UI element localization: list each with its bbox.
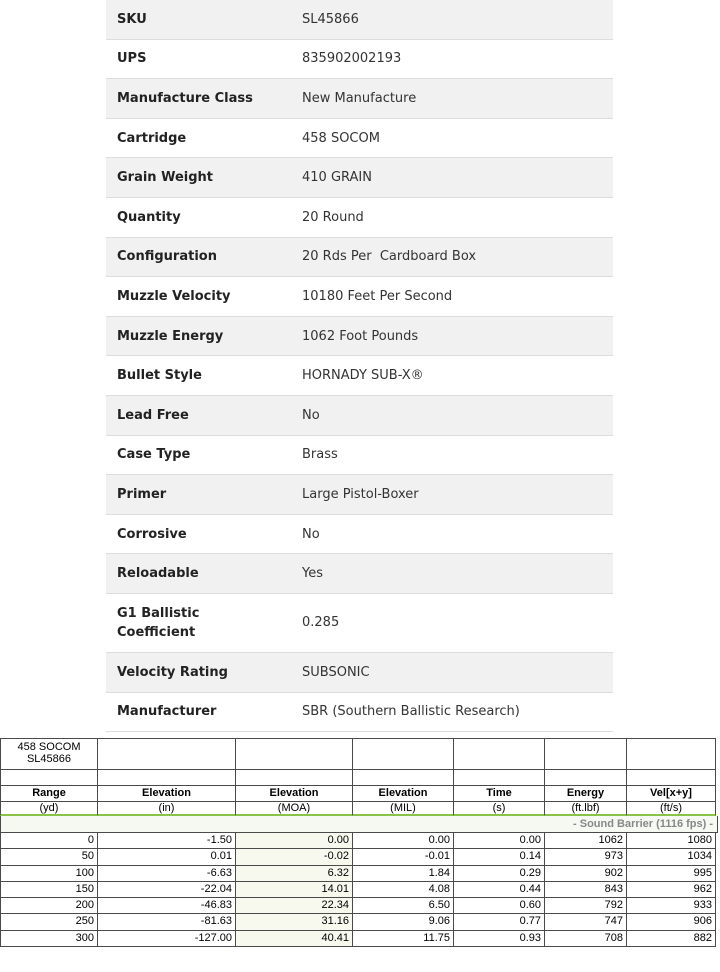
cell-elevation-mil: 4.08: [353, 882, 454, 898]
cell-range: 200: [0, 898, 98, 914]
cell-energy: 708: [545, 931, 627, 947]
unit-elevation-in: (in): [98, 802, 236, 816]
cell-elevation-in: -127.00: [98, 931, 236, 947]
cell-time: 0.93: [454, 931, 545, 947]
ballistics-units-row: [0, 802, 718, 816]
spec-key: Reloadable: [117, 566, 199, 582]
empty-cell: [353, 738, 454, 770]
empty-cell: [0, 770, 98, 786]
spec-row-g1-ballistic-coefficient: [106, 594, 613, 653]
cell-time: 0.77: [454, 914, 545, 930]
unit-energy: (ft.lbf): [545, 802, 627, 816]
spec-row-manufacture-class: [106, 79, 613, 119]
cell-range: 250: [0, 914, 98, 930]
spec-table: [106, 0, 613, 732]
spec-key: Case Type: [117, 447, 191, 463]
cell-velocity: 995: [627, 866, 716, 882]
table-row: [0, 833, 718, 849]
cell-elevation-moa: 0.00: [236, 833, 353, 849]
spec-value: 835902002193: [302, 51, 402, 67]
header-elevation-in: Elevation: [98, 786, 236, 802]
ballistics-title-sku: SL45866: [26, 753, 72, 765]
table-row: [0, 898, 718, 914]
table-row: [0, 914, 718, 930]
spec-key: Quantity: [117, 209, 181, 225]
empty-cell: [545, 738, 627, 770]
spec-key: G1 Ballistic Coefficient: [117, 605, 200, 640]
spec-row-muzzle-velocity: [106, 277, 613, 317]
cell-range: 100: [0, 866, 98, 882]
spec-value: New Manufacture: [302, 90, 417, 106]
cell-velocity: 1034: [627, 849, 716, 865]
cell-elevation-moa: -0.02: [236, 849, 353, 865]
spec-row-velocity-rating: [106, 653, 613, 693]
spec-value: Brass: [302, 447, 338, 463]
spec-key: Primer: [117, 486, 167, 502]
spec-value: No: [302, 407, 320, 423]
unit-elevation-moa: (MOA): [236, 802, 353, 816]
spec-value: No: [302, 526, 320, 542]
cell-velocity: 962: [627, 882, 716, 898]
cell-elevation-mil: 0.00: [353, 833, 454, 849]
header-elevation-moa: Elevation: [236, 786, 353, 802]
empty-cell: [353, 770, 454, 786]
unit-time: (s): [454, 802, 545, 816]
cell-time: 0.00: [454, 833, 545, 849]
header-velocity: Vel[x+y]: [627, 786, 716, 802]
cell-elevation-in: 0.01: [98, 849, 236, 865]
spec-row-manufacturer: [106, 693, 613, 733]
spec-row-quantity: [106, 198, 613, 238]
cell-velocity: 933: [627, 898, 716, 914]
spec-value: 10180 Feet Per Second: [302, 288, 453, 304]
spec-row-grain-weight: [106, 158, 613, 198]
spec-row-primer: [106, 475, 613, 515]
ballistics-data-rows: [0, 833, 718, 947]
cell-time: 0.60: [454, 898, 545, 914]
spec-row-muzzle-energy: [106, 317, 613, 357]
spec-value: SUBSONIC: [302, 664, 370, 680]
cell-elevation-moa: 22.34: [236, 898, 353, 914]
table-row: [0, 849, 718, 865]
empty-cell: [627, 738, 716, 770]
spec-key: SKU: [117, 11, 147, 27]
empty-cell: [236, 738, 353, 770]
spec-key: UPS: [117, 51, 147, 67]
cell-velocity: 882: [627, 931, 716, 947]
cell-energy: 973: [545, 849, 627, 865]
cell-range: 300: [0, 931, 98, 947]
spec-row-lead-free: [106, 396, 613, 436]
spec-value: 1062 Foot Pounds: [302, 328, 419, 344]
spec-key: Manufacture Class: [117, 90, 253, 106]
spec-value: 410 GRAIN: [302, 170, 372, 186]
cell-elevation-mil: 6.50: [353, 898, 454, 914]
spec-row-configuration: [106, 238, 613, 278]
spec-key: Corrosive: [117, 526, 187, 542]
cell-elevation-mil: -0.01: [353, 849, 454, 865]
spec-value: Yes: [302, 566, 323, 582]
table-row: [0, 866, 718, 882]
header-energy: Energy: [545, 786, 627, 802]
cell-elevation-in: -22.04: [98, 882, 236, 898]
spec-value: SL45866: [302, 11, 359, 27]
empty-cell: [236, 770, 353, 786]
cell-elevation-mil: 11.75: [353, 931, 454, 947]
spec-key: Muzzle Energy: [117, 328, 224, 344]
cell-energy: 1062: [545, 833, 627, 849]
empty-cell: [545, 770, 627, 786]
cell-elevation-in: -81.63: [98, 914, 236, 930]
spec-value: 458 SOCOM: [302, 130, 380, 146]
header-elevation-mil: Elevation: [353, 786, 454, 802]
cell-range: 50: [0, 849, 98, 865]
empty-cell: [98, 738, 236, 770]
cell-elevation-in: -6.63: [98, 866, 236, 882]
cell-elevation-in: -1.50: [98, 833, 236, 849]
ballistics-header-row: [0, 786, 718, 802]
ballistics-title-row: [0, 738, 718, 770]
spec-key: Configuration: [117, 249, 217, 265]
cell-energy: 792: [545, 898, 627, 914]
spec-key: Muzzle Velocity: [117, 288, 231, 304]
spec-value: 0.285: [302, 615, 340, 631]
cell-elevation-mil: 1.84: [353, 866, 454, 882]
spec-row-sku: [106, 0, 613, 40]
spec-key: Velocity Rating: [117, 664, 228, 680]
spec-row-ups: [106, 40, 613, 80]
cell-elevation-moa: 40.41: [236, 931, 353, 947]
ballistics-table: [0, 738, 718, 947]
spec-key: Bullet Style: [117, 368, 202, 384]
table-row: [0, 931, 718, 947]
spec-row-bullet-style: [106, 356, 613, 396]
empty-cell: [454, 738, 545, 770]
table-row: [0, 882, 718, 898]
cell-time: 0.14: [454, 849, 545, 865]
cell-velocity: 906: [627, 914, 716, 930]
spec-value: 20 Round: [302, 209, 364, 225]
cell-energy: 843: [545, 882, 627, 898]
spec-row-corrosive: [106, 515, 613, 555]
cell-time: 0.44: [454, 882, 545, 898]
header-time: Time: [454, 786, 545, 802]
cell-time: 0.29: [454, 866, 545, 882]
cell-range: 0: [0, 833, 98, 849]
unit-velocity: (ft/s): [627, 802, 716, 816]
ballistics-title-cartridge: 458 SOCOM: [17, 741, 81, 753]
spec-key: Grain Weight: [117, 170, 214, 186]
cell-energy: 902: [545, 866, 627, 882]
unit-elevation-mil: (MIL): [353, 802, 454, 816]
empty-cell: [98, 770, 236, 786]
ballistics-blank-row: [0, 770, 718, 786]
spec-value: SBR (Southern Ballistic Research): [302, 704, 520, 720]
cell-energy: 747: [545, 914, 627, 930]
spec-row-cartridge: [106, 119, 613, 159]
unit-range: (yd): [0, 802, 98, 816]
spec-value: 20 Rds Per Cardboard Box: [302, 249, 477, 265]
ballistics-title-cell: [0, 738, 98, 770]
spec-key: Lead Free: [117, 407, 189, 423]
spec-value: Large Pistol-Boxer: [302, 486, 419, 502]
sound-barrier-note: - Sound Barrier (1116 fps) -: [0, 816, 718, 833]
empty-cell: [627, 770, 716, 786]
cell-elevation-moa: 14.01: [236, 882, 353, 898]
spec-row-case-type: [106, 436, 613, 476]
spec-key: Cartridge: [117, 130, 187, 146]
cell-elevation-moa: 31.16: [236, 914, 353, 930]
cell-elevation-mil: 9.06: [353, 914, 454, 930]
empty-cell: [454, 770, 545, 786]
spec-row-reloadable: [106, 554, 613, 594]
cell-velocity: 1080: [627, 833, 716, 849]
spec-key: Manufacturer: [117, 704, 217, 720]
cell-elevation-in: -46.83: [98, 898, 236, 914]
header-range: Range: [0, 786, 98, 802]
spec-value: HORNADY SUB-X®: [302, 368, 424, 384]
cell-range: 150: [0, 882, 98, 898]
cell-elevation-moa: 6.32: [236, 866, 353, 882]
